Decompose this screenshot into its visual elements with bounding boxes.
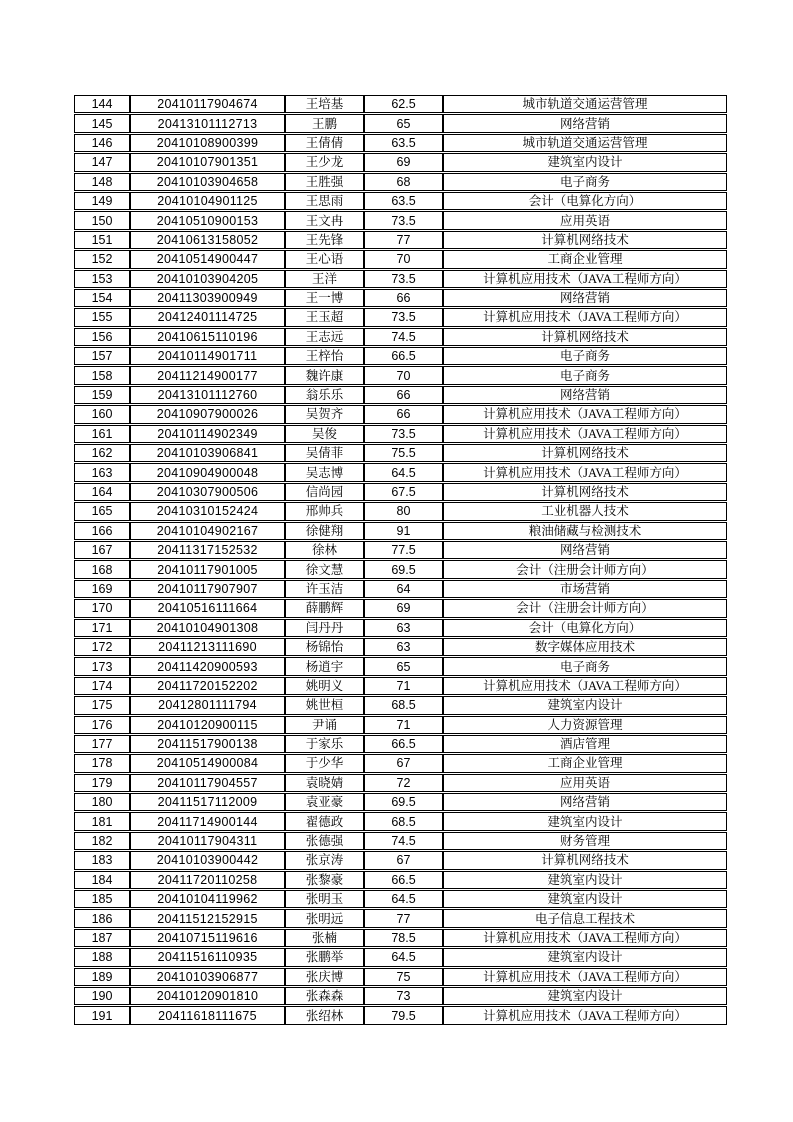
table-row (74, 657, 727, 675)
cell-student-name: 翁乐乐 (285, 386, 364, 404)
cell-score: 74.5 (364, 832, 443, 850)
table-row (74, 192, 727, 210)
cell-row-number: 155 (74, 308, 130, 326)
cell-major: 应用英语 (443, 211, 727, 229)
cell-score: 66.5 (364, 347, 443, 365)
table-row (74, 153, 727, 171)
cell-row-number: 184 (74, 871, 130, 889)
table-row (74, 929, 727, 947)
cell-student-name: 信尚园 (285, 483, 364, 501)
table-row (74, 405, 727, 423)
table-row (74, 560, 727, 578)
cell-row-number: 188 (74, 948, 130, 966)
cell-score: 77 (364, 231, 443, 249)
cell-exam-id: 20410108900399 (130, 134, 285, 152)
cell-exam-id: 20410904900048 (130, 463, 285, 481)
cell-student-name: 姚明义 (285, 677, 364, 695)
cell-score: 68.5 (364, 696, 443, 714)
cell-score: 62.5 (364, 95, 443, 113)
cell-major: 计算机应用技术（JAVA工程师方向） (443, 1006, 727, 1024)
cell-score: 65 (364, 657, 443, 675)
cell-score: 91 (364, 522, 443, 540)
table-row (74, 638, 727, 656)
cell-exam-id: 20411516110935 (130, 948, 285, 966)
cell-student-name: 王先锋 (285, 231, 364, 249)
cell-row-number: 189 (74, 968, 130, 986)
cell-student-name: 袁晓婧 (285, 774, 364, 792)
table-row (74, 270, 727, 288)
cell-student-name: 吴倩菲 (285, 444, 364, 462)
cell-student-name: 王心语 (285, 250, 364, 268)
table-row (74, 754, 727, 772)
table-row (74, 735, 727, 753)
cell-student-name: 袁亚豪 (285, 793, 364, 811)
cell-major: 会计（电算化方向） (443, 619, 727, 637)
cell-score: 77.5 (364, 541, 443, 559)
cell-exam-id: 20410310152424 (130, 502, 285, 520)
cell-row-number: 178 (74, 754, 130, 772)
table-row (74, 968, 727, 986)
cell-exam-id: 20410615110196 (130, 328, 285, 346)
cell-exam-id: 20411512152915 (130, 909, 285, 927)
cell-exam-id: 20410103906877 (130, 968, 285, 986)
cell-row-number: 167 (74, 541, 130, 559)
cell-exam-id: 20410103904205 (130, 270, 285, 288)
cell-row-number: 173 (74, 657, 130, 675)
table-row (74, 541, 727, 559)
table-row (74, 308, 727, 326)
cell-student-name: 于少华 (285, 754, 364, 772)
cell-exam-id: 20410117904557 (130, 774, 285, 792)
table-row (74, 987, 727, 1005)
cell-student-name: 张黎豪 (285, 871, 364, 889)
table-row (74, 366, 727, 384)
cell-row-number: 160 (74, 405, 130, 423)
cell-row-number: 159 (74, 386, 130, 404)
cell-exam-id: 20410117904311 (130, 832, 285, 850)
cell-exam-id: 20411618111675 (130, 1006, 285, 1024)
table-row (74, 696, 727, 714)
cell-major: 计算机应用技术（JAVA工程师方向） (443, 968, 727, 986)
cell-row-number: 157 (74, 347, 130, 365)
cell-major: 建筑室内设计 (443, 948, 727, 966)
table-row (74, 1006, 727, 1024)
cell-row-number: 183 (74, 851, 130, 869)
table-row (74, 463, 727, 481)
cell-student-name: 吴俊 (285, 425, 364, 443)
cell-row-number: 177 (74, 735, 130, 753)
cell-score: 63 (364, 638, 443, 656)
cell-major: 计算机应用技术（JAVA工程师方向） (443, 463, 727, 481)
table-row (74, 347, 727, 365)
cell-score: 63.5 (364, 134, 443, 152)
cell-exam-id: 20410107901351 (130, 153, 285, 171)
cell-student-name: 许玉洁 (285, 580, 364, 598)
cell-score: 72 (364, 774, 443, 792)
cell-major: 计算机应用技术（JAVA工程师方向） (443, 308, 727, 326)
cell-exam-id: 20410120901810 (130, 987, 285, 1005)
cell-exam-id: 20410103904658 (130, 173, 285, 191)
cell-row-number: 156 (74, 328, 130, 346)
cell-student-name: 张楠 (285, 929, 364, 947)
cell-exam-id: 20410104119962 (130, 890, 285, 908)
cell-major: 建筑室内设计 (443, 871, 727, 889)
cell-score: 64 (364, 580, 443, 598)
cell-score: 73.5 (364, 211, 443, 229)
cell-major: 网络营销 (443, 541, 727, 559)
cell-major: 计算机网络技术 (443, 444, 727, 462)
table-row (74, 871, 727, 889)
cell-student-name: 王一博 (285, 289, 364, 307)
cell-student-name: 吴贺齐 (285, 405, 364, 423)
cell-score: 69.5 (364, 793, 443, 811)
cell-major: 电子商务 (443, 347, 727, 365)
cell-student-name: 王思雨 (285, 192, 364, 210)
cell-exam-id: 20410104901308 (130, 619, 285, 637)
cell-row-number: 171 (74, 619, 130, 637)
table-row (74, 890, 727, 908)
cell-score: 67.5 (364, 483, 443, 501)
table-row (74, 502, 727, 520)
cell-student-name: 王梓怡 (285, 347, 364, 365)
cell-major: 粮油储藏与检测技术 (443, 522, 727, 540)
cell-major: 计算机应用技术（JAVA工程师方向） (443, 270, 727, 288)
cell-row-number: 145 (74, 114, 130, 132)
cell-major: 计算机应用技术（JAVA工程师方向） (443, 929, 727, 947)
table-row (74, 289, 727, 307)
cell-student-name: 王鹏 (285, 114, 364, 132)
cell-score: 67 (364, 851, 443, 869)
cell-score: 73.5 (364, 270, 443, 288)
table-row (74, 909, 727, 927)
cell-exam-id: 20411720152202 (130, 677, 285, 695)
cell-student-name: 王玉超 (285, 308, 364, 326)
cell-row-number: 154 (74, 289, 130, 307)
cell-student-name: 王洋 (285, 270, 364, 288)
cell-score: 74.5 (364, 328, 443, 346)
cell-student-name: 张京涛 (285, 851, 364, 869)
cell-exam-id: 20410516111664 (130, 599, 285, 617)
cell-score: 77 (364, 909, 443, 927)
cell-row-number: 180 (74, 793, 130, 811)
cell-major: 网络营销 (443, 289, 727, 307)
cell-score: 66.5 (364, 871, 443, 889)
cell-student-name: 张庆博 (285, 968, 364, 986)
cell-row-number: 191 (74, 1006, 130, 1024)
cell-major: 建筑室内设计 (443, 812, 727, 830)
cell-major: 计算机应用技术（JAVA工程师方向） (443, 425, 727, 443)
cell-row-number: 162 (74, 444, 130, 462)
cell-student-name: 闫丹丹 (285, 619, 364, 637)
cell-score: 69.5 (364, 560, 443, 578)
table-row (74, 774, 727, 792)
cell-row-number: 179 (74, 774, 130, 792)
cell-major: 人力资源管理 (443, 716, 727, 734)
cell-student-name: 王志远 (285, 328, 364, 346)
cell-major: 财务管理 (443, 832, 727, 850)
cell-major: 网络营销 (443, 793, 727, 811)
cell-exam-id: 20410117907907 (130, 580, 285, 598)
cell-row-number: 163 (74, 463, 130, 481)
cell-row-number: 185 (74, 890, 130, 908)
cell-major: 应用英语 (443, 774, 727, 792)
cell-exam-id: 20411214900177 (130, 366, 285, 384)
cell-major: 电子商务 (443, 173, 727, 191)
cell-score: 71 (364, 716, 443, 734)
cell-row-number: 181 (74, 812, 130, 830)
cell-student-name: 翟德政 (285, 812, 364, 830)
cell-major: 市场营销 (443, 580, 727, 598)
cell-score: 70 (364, 250, 443, 268)
cell-score: 69 (364, 599, 443, 617)
cell-row-number: 146 (74, 134, 130, 152)
cell-score: 68.5 (364, 812, 443, 830)
cell-exam-id: 20410103900442 (130, 851, 285, 869)
table-row (74, 250, 727, 268)
cell-student-name: 张德强 (285, 832, 364, 850)
cell-student-name: 杨锦怡 (285, 638, 364, 656)
cell-score: 75 (364, 968, 443, 986)
cell-exam-id: 20410104902167 (130, 522, 285, 540)
cell-student-name: 张鹏举 (285, 948, 364, 966)
cell-major: 网络营销 (443, 114, 727, 132)
cell-student-name: 张明远 (285, 909, 364, 927)
cell-major: 计算机网络技术 (443, 231, 727, 249)
table-row (74, 580, 727, 598)
cell-score: 75.5 (364, 444, 443, 462)
cell-major: 建筑室内设计 (443, 987, 727, 1005)
cell-exam-id: 20411317152532 (130, 541, 285, 559)
cell-student-name: 姚世桓 (285, 696, 364, 714)
cell-major: 工商企业管理 (443, 754, 727, 772)
cell-major: 计算机网络技术 (443, 483, 727, 501)
cell-major: 计算机应用技术（JAVA工程师方向） (443, 405, 727, 423)
table-row (74, 677, 727, 695)
cell-score: 67 (364, 754, 443, 772)
cell-student-name: 徐林 (285, 541, 364, 559)
cell-row-number: 161 (74, 425, 130, 443)
cell-score: 73 (364, 987, 443, 1005)
cell-exam-id: 20411720110258 (130, 871, 285, 889)
cell-student-name: 吴志博 (285, 463, 364, 481)
cell-exam-id: 20411303900949 (130, 289, 285, 307)
table-row (74, 444, 727, 462)
table-row (74, 948, 727, 966)
cell-major: 工商企业管理 (443, 250, 727, 268)
cell-exam-id: 20410120900115 (130, 716, 285, 734)
cell-row-number: 187 (74, 929, 130, 947)
cell-exam-id: 20410715119616 (130, 929, 285, 947)
cell-major: 数字媒体应用技术 (443, 638, 727, 656)
score-table (74, 94, 727, 1026)
cell-score: 71 (364, 677, 443, 695)
cell-student-name: 徐文慧 (285, 560, 364, 578)
table-row (74, 793, 727, 811)
cell-student-name: 于家乐 (285, 735, 364, 753)
cell-score: 64.5 (364, 948, 443, 966)
cell-student-name: 邢帅兵 (285, 502, 364, 520)
cell-exam-id: 20412801111794 (130, 696, 285, 714)
cell-exam-id: 20410114902349 (130, 425, 285, 443)
cell-row-number: 158 (74, 366, 130, 384)
cell-row-number: 169 (74, 580, 130, 598)
cell-score: 64.5 (364, 463, 443, 481)
cell-row-number: 149 (74, 192, 130, 210)
cell-student-name: 杨逍宇 (285, 657, 364, 675)
cell-score: 66 (364, 386, 443, 404)
table-row (74, 716, 727, 734)
cell-exam-id: 20411517900138 (130, 735, 285, 753)
cell-score: 65 (364, 114, 443, 132)
cell-row-number: 182 (74, 832, 130, 850)
cell-student-name: 张明玉 (285, 890, 364, 908)
cell-score: 80 (364, 502, 443, 520)
cell-row-number: 175 (74, 696, 130, 714)
table-row (74, 812, 727, 830)
cell-row-number: 165 (74, 502, 130, 520)
cell-exam-id: 20410907900026 (130, 405, 285, 423)
cell-row-number: 186 (74, 909, 130, 927)
cell-exam-id: 20410103906841 (130, 444, 285, 462)
cell-exam-id: 20410510900153 (130, 211, 285, 229)
score-table-body (74, 95, 727, 1025)
cell-exam-id: 20413101112760 (130, 386, 285, 404)
table-row (74, 231, 727, 249)
cell-score: 66.5 (364, 735, 443, 753)
cell-row-number: 170 (74, 599, 130, 617)
cell-row-number: 172 (74, 638, 130, 656)
cell-exam-id: 20410117901005 (130, 560, 285, 578)
cell-score: 69 (364, 153, 443, 171)
table-row (74, 522, 727, 540)
cell-major: 网络营销 (443, 386, 727, 404)
cell-score: 73.5 (364, 425, 443, 443)
cell-major: 计算机网络技术 (443, 851, 727, 869)
cell-student-name: 王培基 (285, 95, 364, 113)
cell-exam-id: 20410104901125 (130, 192, 285, 210)
table-row (74, 114, 727, 132)
cell-score: 63.5 (364, 192, 443, 210)
cell-exam-id: 20410514900447 (130, 250, 285, 268)
cell-major: 建筑室内设计 (443, 890, 727, 908)
cell-exam-id: 20410613158052 (130, 231, 285, 249)
cell-row-number: 151 (74, 231, 130, 249)
cell-student-name: 张绍林 (285, 1006, 364, 1024)
cell-student-name: 魏许康 (285, 366, 364, 384)
cell-major: 会计（注册会计师方向） (443, 599, 727, 617)
cell-exam-id: 20411213111690 (130, 638, 285, 656)
cell-major: 会计（注册会计师方向） (443, 560, 727, 578)
table-row (74, 599, 727, 617)
cell-row-number: 190 (74, 987, 130, 1005)
table-row (74, 173, 727, 191)
cell-score: 68 (364, 173, 443, 191)
cell-score: 66 (364, 405, 443, 423)
table-row (74, 619, 727, 637)
cell-major: 电子信息工程技术 (443, 909, 727, 927)
cell-student-name: 张森森 (285, 987, 364, 1005)
cell-major: 建筑室内设计 (443, 153, 727, 171)
cell-student-name: 徐健翔 (285, 522, 364, 540)
cell-exam-id: 20411420900593 (130, 657, 285, 675)
cell-exam-id: 20412401114725 (130, 308, 285, 326)
cell-exam-id: 20410307900506 (130, 483, 285, 501)
cell-row-number: 176 (74, 716, 130, 734)
cell-row-number: 147 (74, 153, 130, 171)
cell-row-number: 152 (74, 250, 130, 268)
cell-exam-id: 20410117904674 (130, 95, 285, 113)
cell-exam-id: 20411714900144 (130, 812, 285, 830)
cell-score: 73.5 (364, 308, 443, 326)
cell-row-number: 148 (74, 173, 130, 191)
cell-exam-id: 20410514900084 (130, 754, 285, 772)
table-row (74, 328, 727, 346)
cell-exam-id: 20411517112009 (130, 793, 285, 811)
cell-major: 建筑室内设计 (443, 696, 727, 714)
cell-row-number: 153 (74, 270, 130, 288)
cell-row-number: 164 (74, 483, 130, 501)
cell-score: 78.5 (364, 929, 443, 947)
cell-exam-id: 20410114901711 (130, 347, 285, 365)
cell-major: 会计（电算化方向） (443, 192, 727, 210)
cell-row-number: 144 (74, 95, 130, 113)
cell-score: 70 (364, 366, 443, 384)
cell-score: 66 (364, 289, 443, 307)
cell-major: 工业机器人技术 (443, 502, 727, 520)
cell-major: 电子商务 (443, 366, 727, 384)
cell-score: 64.5 (364, 890, 443, 908)
cell-major: 电子商务 (443, 657, 727, 675)
cell-student-name: 尹诵 (285, 716, 364, 734)
cell-major: 城市轨道交通运营管理 (443, 95, 727, 113)
cell-row-number: 168 (74, 560, 130, 578)
table-row (74, 483, 727, 501)
table-row (74, 134, 727, 152)
cell-student-name: 王倩倩 (285, 134, 364, 152)
cell-major: 酒店管理 (443, 735, 727, 753)
table-row (74, 851, 727, 869)
table-row (74, 386, 727, 404)
cell-score: 63 (364, 619, 443, 637)
cell-row-number: 150 (74, 211, 130, 229)
cell-row-number: 174 (74, 677, 130, 695)
cell-major: 城市轨道交通运营管理 (443, 134, 727, 152)
cell-major: 计算机网络技术 (443, 328, 727, 346)
cell-major: 计算机应用技术（JAVA工程师方向） (443, 677, 727, 695)
cell-student-name: 王文冉 (285, 211, 364, 229)
cell-row-number: 166 (74, 522, 130, 540)
table-row (74, 211, 727, 229)
table-row (74, 425, 727, 443)
cell-student-name: 王少龙 (285, 153, 364, 171)
cell-exam-id: 20413101112713 (130, 114, 285, 132)
cell-score: 79.5 (364, 1006, 443, 1024)
table-row (74, 832, 727, 850)
cell-student-name: 王胜强 (285, 173, 364, 191)
table-row (74, 95, 727, 113)
cell-student-name: 薛鹏辉 (285, 599, 364, 617)
